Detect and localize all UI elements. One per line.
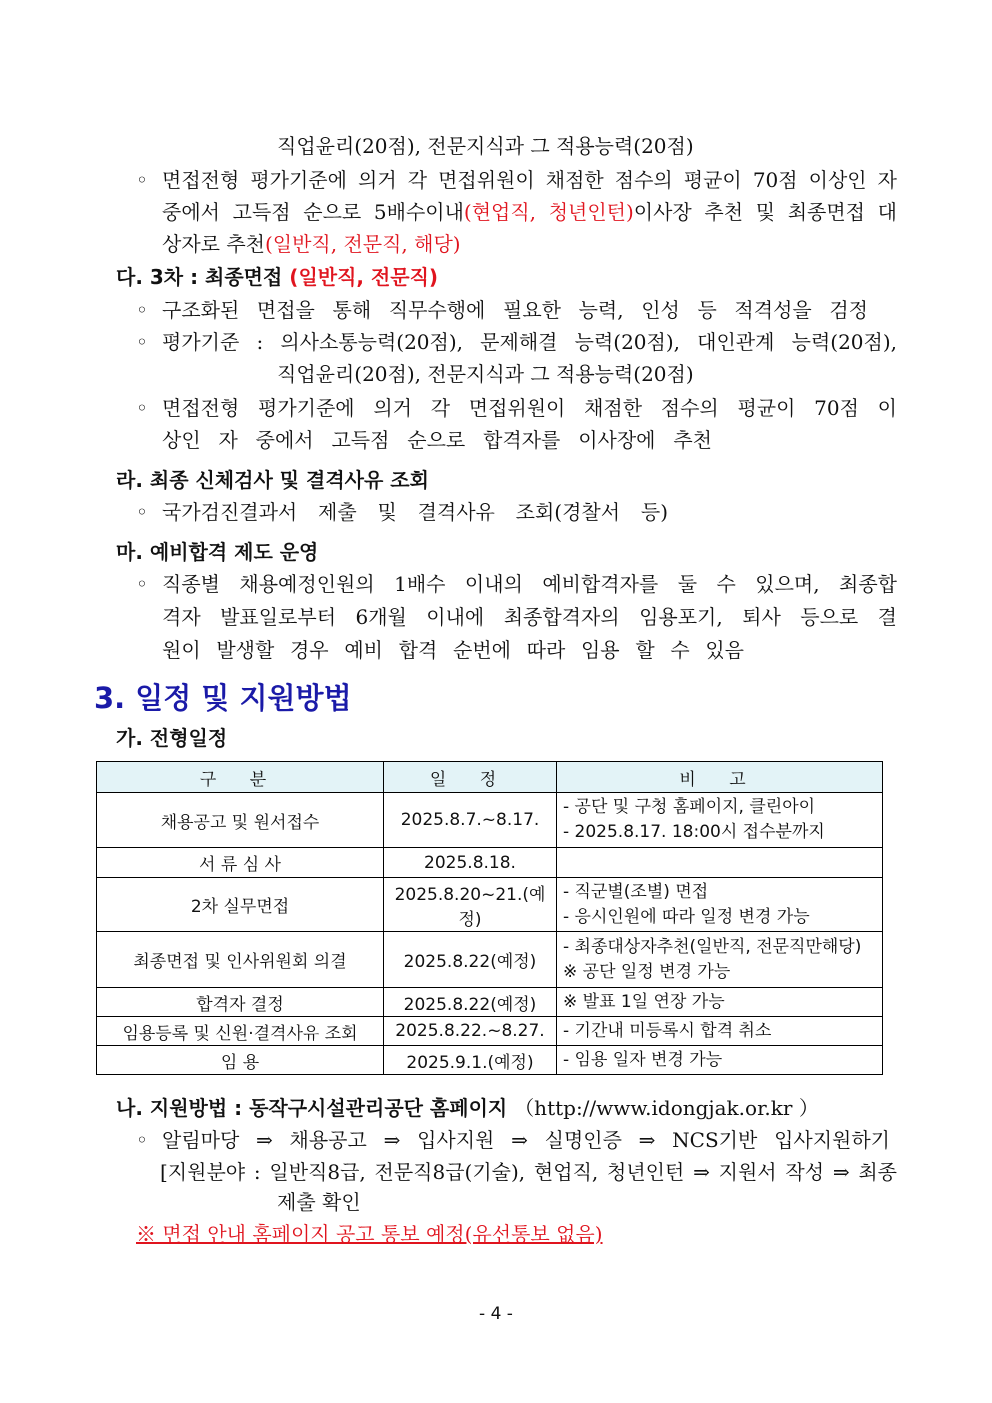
- bullet: ◦: [136, 1128, 148, 1152]
- text-line: 직종별 채용예정인원의 1배수 이내의 예비합격자를 둘 수 있으며, 최종합: [162, 572, 897, 596]
- table-cell: 2025.8.18.: [384, 848, 557, 878]
- table-cell: - 직군별(조별) 면접 - 응시인원에 따라 일정 변경 가능: [557, 878, 883, 932]
- table-row: [97, 988, 883, 1017]
- table-cell: ※ 발표 1일 연장 가능: [557, 988, 883, 1017]
- table-row: [97, 848, 883, 878]
- section-title: 3. 일정 및 지원방법: [94, 681, 352, 715]
- table-cell: 임 용: [97, 1046, 384, 1075]
- table-row: [97, 1046, 883, 1075]
- table-cell: 서 류 심 사: [97, 848, 384, 878]
- bullet: ◦: [136, 330, 148, 354]
- text-line: 구조화된 면접을 통해 직무수행에 필요한 능력, 인성 등 적격성을 검정: [162, 298, 868, 322]
- text-line: 중에서 고득점 순으로 5배수이내(현업직, 청년인턴)이사장 추천 및 최종면접 대: [162, 200, 897, 224]
- table-cell: 2025.8.22(예정): [384, 988, 557, 1017]
- notice-text: ※ 면접 안내 홈페이지 공고 통보 예정(유선통보 없음): [136, 1222, 603, 1246]
- section-heading: 가. 전형일정: [116, 726, 228, 750]
- text-line: 상인 자 중에서 고득점 순으로 합격자를 이사장에 추천: [162, 428, 712, 452]
- section-heading: 다. 3차 : 최종면접 (일반직, 전문직): [116, 265, 439, 289]
- text-line: [지원분야 : 일반직8급, 전문직8급(기술), 현업직, 청년인턴 ⇒ 지원서 작성 ⇒ 최종: [160, 1160, 897, 1184]
- table-row: [97, 1017, 883, 1046]
- table-cell: 최종면접 및 인사위원회 의결: [97, 932, 384, 988]
- text-line: 면접전형 평가기준에 의거 각 면접위원이 채점한 점수의 평균이 70점 이상인 자: [162, 168, 897, 192]
- bullet: ◦: [136, 500, 148, 524]
- table-header: 일 정: [384, 762, 557, 793]
- table-row: [97, 793, 883, 848]
- table-row: [97, 878, 883, 932]
- bullet: ◦: [136, 168, 148, 192]
- table-cell: 2025.8.20~21.(예정): [384, 878, 557, 932]
- bullet: ◦: [136, 572, 148, 596]
- text-line: 상자로 추천(일반직, 전문직, 해당): [162, 232, 461, 256]
- text-line: 알림마당 ⇒ 채용공고 ⇒ 입사지원 ⇒ 실명인증 ⇒ NCS기반 입사지원하기: [162, 1128, 890, 1152]
- section-heading: 나. 지원방법 : 동작구시설관리공단 홈페이지 （http://www.idongjak.or.kr ）: [116, 1096, 819, 1120]
- text-line: 평가기준 : 의사소통능력(20점), 문제해결 능력(20점), 대인관계 능력(20점),: [162, 330, 897, 354]
- bullet: ◦: [136, 298, 148, 322]
- table-cell: - 최종대상자추천(일반직, 전문직만해당) ※ 공단 일정 변경 가능: [557, 932, 883, 988]
- bullet: ◦: [136, 396, 148, 420]
- page-number: - 4 -: [479, 1304, 513, 1324]
- table-cell: - 임용 일자 변경 가능: [557, 1046, 883, 1075]
- table-cell: - 공단 및 구청 홈페이지, 클린아이 - 2025.8.17. 18:00시 접수분까지: [557, 793, 883, 848]
- schedule-table: [96, 761, 883, 1075]
- table-row: [97, 932, 883, 988]
- table-cell: 임용등록 및 신원·결격사유 조회: [97, 1017, 384, 1046]
- text-line: 제출 확인: [277, 1190, 361, 1214]
- table-cell: 2차 실무면접: [97, 878, 384, 932]
- text-line: 면접전형 평가기준에 의거 각 면접위원이 채점한 점수의 평균이 70점 이: [162, 396, 897, 420]
- table-cell: 2025.9.1.(예정): [384, 1046, 557, 1075]
- section-heading: 마. 예비합격 제도 운영: [116, 540, 319, 564]
- table-cell: 합격자 결정: [97, 988, 384, 1017]
- table-header: 비 고: [557, 762, 883, 793]
- text-line: 격자 발표일로부터 6개월 이내에 최종합격자의 임용포기, 퇴사 등으로 결: [162, 605, 897, 629]
- table-cell: 채용공고 및 원서접수: [97, 793, 384, 848]
- table-cell: 2025.8.22(예정): [384, 932, 557, 988]
- table-cell: - 기간내 미등록시 합격 취소: [557, 1017, 883, 1046]
- homepage-url: （http://www.idongjak.or.kr ）: [514, 1096, 819, 1120]
- table-cell: 2025.8.7.~8.17.: [384, 793, 557, 848]
- text-line: 직업윤리(20점), 전문지식과 그 적용능력(20점): [277, 134, 694, 158]
- text-line: 직업윤리(20점), 전문지식과 그 적용능력(20점): [277, 362, 694, 386]
- text-line: 국가검진결과서 제출 및 결격사유 조회(경찰서 등): [162, 500, 668, 524]
- table-header-row: [97, 762, 883, 793]
- table-header: 구 분: [97, 762, 384, 793]
- table-cell: [557, 848, 883, 878]
- section-heading: 라. 최종 신체검사 및 결격사유 조회: [116, 468, 429, 492]
- table-cell: 2025.8.22.~8.27.: [384, 1017, 557, 1046]
- text-line: 원이 발생할 경우 예비 합격 순번에 따라 임용 할 수 있음: [162, 638, 744, 662]
